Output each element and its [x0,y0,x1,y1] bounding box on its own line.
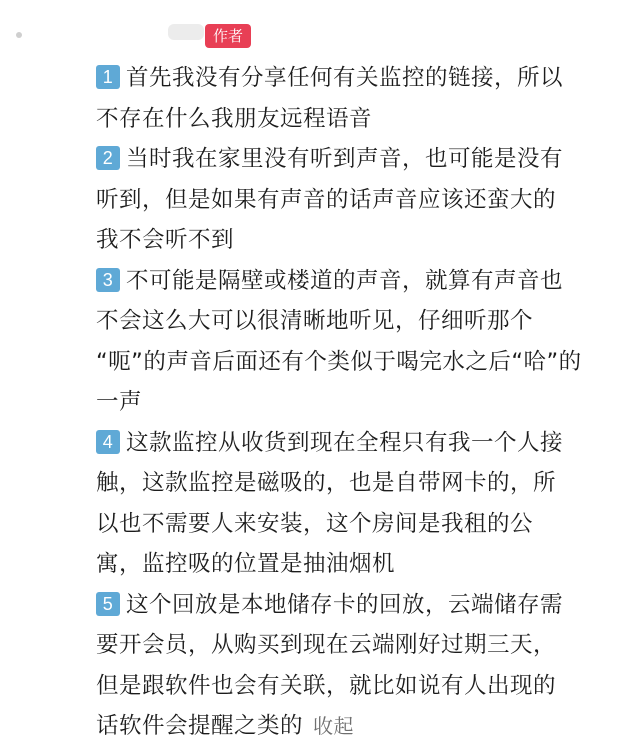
comment-body [0,58,640,747]
author-badge: 作者 [205,24,251,48]
paragraph-text: 话软件会提醒之类的 [96,713,304,739]
paragraph-text: 触，这款监控是磁吸的，也是自带网卡的，所 [96,470,557,496]
paragraph-line [96,463,640,504]
paragraph-text: 当时我在家里没有听到声音，也可能是没有 [126,146,564,172]
paragraph-line [96,504,640,545]
paragraph-5 [96,585,640,747]
paragraph-line [96,423,640,464]
paragraph-text: 但是跟软件也会有关联，就比如说有人出现的 [96,672,557,699]
paragraph-text: 要开会员，从购买到现在云端刚好过期三天， [96,632,557,658]
username-blurred[interactable] [168,24,204,40]
paragraph-1 [96,58,640,139]
paragraph-text: 不可能是隔壁或楼道的声音，就算有声音也 [126,267,564,294]
comment-header [0,0,640,56]
number-2-icon: 2 [96,146,120,170]
paragraph-text: “呃”的声音后面还有个类似于喝完水之后“哈”的 [96,348,582,375]
number-4-icon: 4 [96,430,120,454]
paragraph-2 [96,139,640,261]
paragraph-line [96,301,640,342]
paragraph-line [96,544,640,585]
paragraph-text: 以也不需要人来安装，这个房间是我租的公 [96,510,534,537]
paragraph-text: 我不会听不到 [96,227,235,253]
paragraph-line [96,706,640,747]
avatar[interactable] [16,32,22,38]
paragraph-text: 这个回放是本地储存卡的回放，云端储存需 [126,591,564,618]
paragraph-line [96,261,640,302]
paragraph-3 [96,261,640,423]
paragraph-text: 一声 [96,389,143,415]
number-3-icon: 3 [96,268,120,292]
collapse-link[interactable]: 收起 [313,714,355,738]
paragraph-line [96,382,640,423]
paragraph-line [96,58,640,99]
paragraph-line [96,180,640,221]
paragraph-line [96,585,640,626]
paragraph-4 [96,423,640,585]
paragraph-line [96,99,640,140]
paragraph-text: 寓，监控吸的位置是抽油烟机 [96,551,396,577]
paragraph-text: 这款监控从收货到现在全程只有我一个人接 [126,429,564,456]
paragraph-text: 听到，但是如果有声音的话声音应该还蛮大的 [96,186,557,213]
paragraph-text: 不会这么大可以很清晰地听见，仔细听那个 [96,308,534,334]
paragraph-line [96,666,640,707]
paragraph-line [96,625,640,666]
paragraph-line [96,139,640,180]
number-5-icon: 5 [96,592,120,616]
paragraph-line [96,342,640,383]
paragraph-text: 不存在什么我朋友远程语音 [96,105,373,132]
paragraph-line [96,220,640,261]
paragraph-text: 首先我没有分享任何有关监控的链接，所以 [126,65,564,91]
number-1-icon: 1 [96,65,120,89]
